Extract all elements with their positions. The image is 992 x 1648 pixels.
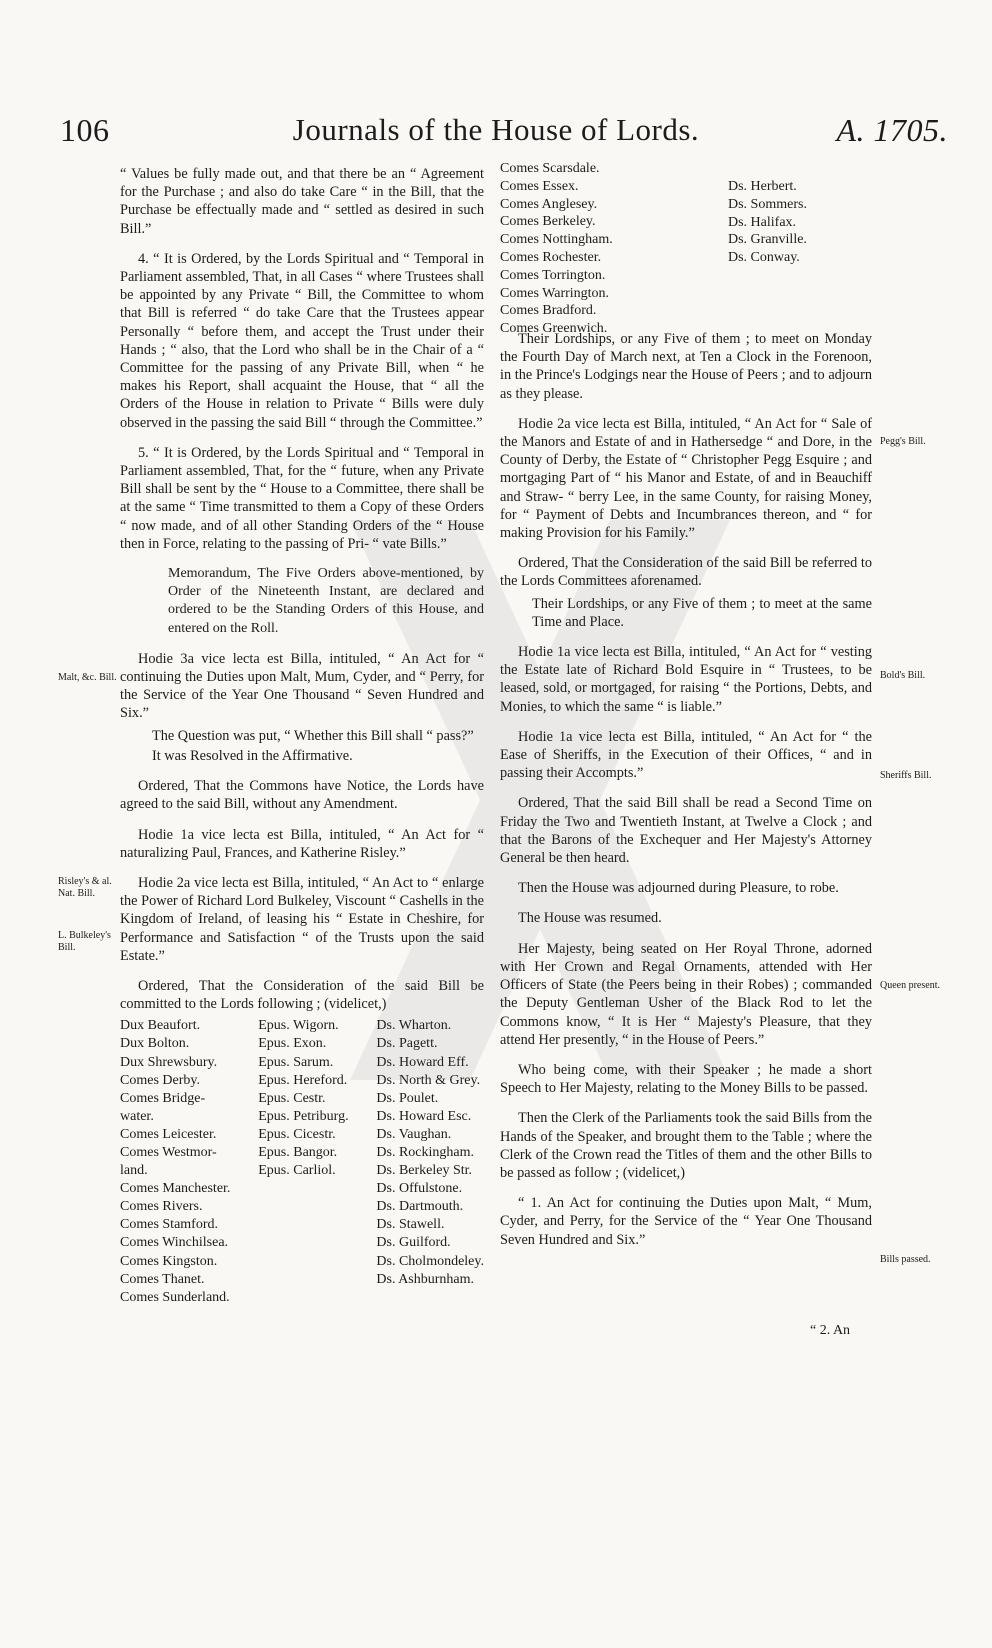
lord-name: Comes Greenwich.: [500, 321, 608, 337]
question-put: The Question was put, “ Whether this Bill shall “ pass?”: [152, 727, 474, 744]
lord-name: Ds. Poulet.: [376, 1090, 439, 1106]
margin-note-bold: Bold's Bill.: [880, 670, 926, 681]
pegg-bill-reading: Hodie 2a vice lecta est Billa, intituled, “ An Act for “ Sale of the Manors and Estate of and in Hathersedge “ and Dore, in the County of Derby, the Estate of “ Christopher Pegg Esquire ; and mortgaging Part of “ his Manor and Estate, of and in Beauchiff and Straw- “ berry Lee, in the same County, for raising Money, for “ Payment of Debts and Incumbrances thereon, and “ for making Provision for his Family.”: [500, 415, 872, 542]
clerk-reads-titles: Then the Clerk of the Parliaments took the said Bills from the Hands of the Speaker, and brought them to the Table ; where the Clerk of the Crown read the Titles of them and the other Bills to be passed as follow ; (videlicet,): [500, 1110, 872, 1181]
margin-note-bills-passed: Bills passed.: [880, 1254, 931, 1265]
lord-name: Epus. Sarum.: [258, 1054, 334, 1070]
lord-name: land.: [120, 1163, 148, 1179]
lords-committee-list: [120, 1017, 484, 1307]
committee-order: Ordered, That the Consideration of the said Bill be committed to the Lords following ; (videlicet,): [120, 977, 484, 1013]
memorandum: Memorandum, The Five Orders above-mentioned, by Order of the Nineteenth Instant, are declared and ordered to be the Standing Orders of this House, and entered on the Roll.: [168, 566, 484, 636]
lord-name: Ds. Rockingham.: [376, 1144, 475, 1160]
lord-name: Comes Warrington.: [500, 285, 610, 301]
lord-name: Comes Westmor-: [120, 1144, 217, 1160]
margin-note-risley: Risley's & al. Nat. Bill.: [58, 876, 112, 899]
bill-passed-malt: “ 1. An Act for continuing the Duties upon Malt, “ Mum, Cyder, and Perry, for the Service of the “ Year One Thousand Seven Hundred and Six.”: [500, 1195, 872, 1248]
lords-list-continued: [500, 160, 880, 337]
left-column: [120, 165, 484, 1307]
lord-name: Ds. Pagett.: [376, 1036, 438, 1052]
lord-name: Epus. Bangor.: [258, 1144, 338, 1160]
paragraph-values: “ Values be fully made out, and that there be an “ Agreement for the Purchase ; and also do take Care “ in the Bill, that the Purchase be effectually made and “ settled as desired in such Bill.”: [120, 166, 484, 237]
lord-name: Ds. Cholmondeley.: [376, 1253, 484, 1269]
lord-name: Comes Scarsdale.: [500, 161, 600, 176]
lord-name: Comes Torrington.: [500, 267, 606, 283]
lord-name: Ds. Vaughan.: [376, 1126, 452, 1142]
lord-name: Ds. Granville.: [728, 232, 807, 248]
resolved-affirmative: It was Resolved in the Affirmative.: [152, 747, 353, 764]
lord-name: Epus. Exon.: [258, 1036, 327, 1052]
lord-name: Ds. Stawell.: [376, 1217, 445, 1233]
lord-name: Ds. Conway.: [728, 250, 800, 266]
margin-note-sheriffs: Sheriffs Bill.: [880, 770, 932, 781]
lord-name: water.: [120, 1108, 154, 1124]
catchword: “ 2. An: [810, 1323, 851, 1338]
lordships-meeting: Their Lordships, or any Five of them ; to meet on Monday the Fourth Day of March next, at Ten a Clock in the Forenoon, in the Prince's Lodgings near the House of Peers ; and to adjourn as they please.: [500, 331, 872, 402]
lord-name: Epus. Petriburg.: [258, 1108, 349, 1124]
lords-list-barons: [376, 1017, 484, 1307]
lords-list-barons-continued: [728, 178, 807, 267]
bold-bill-reading: Hodie 1a vice lecta est Billa, intituled, “ An Act for “ vesting the Estate late of Richard Bold Esquire in “ Trustees, to be leased, sold, or mortgaged, for raising “ the Portions, Debts, and Monies, to which the same “ is liable.”: [500, 644, 872, 715]
lord-name: Dux Beaufort.: [120, 1018, 201, 1034]
lord-name: Ds. Howard Esc.: [376, 1108, 472, 1124]
lord-name: Ds. Offulstone.: [376, 1181, 463, 1197]
lord-name: Dux Shrewsbury.: [120, 1054, 218, 1070]
speaker-speech: Who being come, with their Speaker ; he made a short Speech to Her Majesty, relating to the Money Bills to be passed.: [500, 1061, 872, 1097]
lord-name: Comes Berkeley.: [500, 214, 596, 230]
lord-name: Ds. Howard Eff.: [376, 1054, 469, 1070]
lord-name: Comes Rivers.: [120, 1199, 203, 1215]
lord-name: Ds. Berkeley Str.: [376, 1163, 473, 1179]
lord-name: Comes Sunderland.: [120, 1289, 230, 1305]
lord-name: Epus. Cestr.: [258, 1090, 326, 1106]
standing-order-5: 5. “ It is Ordered, by the Lords Spiritual and “ Temporal in Parliament assembled, That, for the “ future, when any Private Bill shall be sent by the “ House to a Committee, there shall be at the same “ Time transmitted to them a Copy of these Orders “ now made, and of all other Standing Orders of the “ House then in Force, relating to the passing of Pri- “ vate Bills.”: [120, 444, 484, 552]
lord-name: Comes Derby.: [120, 1072, 200, 1088]
lord-name: Epus. Carliol.: [258, 1163, 336, 1179]
standing-order-4: 4. “ It is Ordered, by the Lords Spiritual and “ Temporal in Parliament assembled, That, in all Cases “ where Trustees shall be appointed by any Private “ Bill, the Committee to whom that Bill is referred “ do take Care that the Trustees appear Personally “ before them, and accept the Trust under their Hands ; “ also, that the Lord who shall be in the Chair of a “ Committee for the passing of any Private Bill, when “ he makes his Report, shall acquaint the House, that “ all the Orders of the House in relation to Private “ Bills were duly observed in the passing the said Bill “ through the Committee.”: [120, 250, 484, 431]
house-adjourned: Then the House was adjourned during Pleasure, to robe.: [518, 880, 839, 897]
margin-note-queen: Queen present.: [880, 980, 940, 991]
lord-name: Comes Essex.: [500, 178, 579, 194]
sheriffs-bill-order: Ordered, That the said Bill shall be read a Second Time on Friday the Two and Twentieth Instant, at Twelve a Clock ; and that the Barons of the Exchequer and Her Majesty's Attorney General be then heard.: [500, 795, 872, 867]
lord-name: Epus. Hereford.: [258, 1072, 348, 1088]
lord-name: Epus. Cicestr.: [258, 1126, 336, 1142]
lords-list-earls-continued: [500, 160, 613, 338]
lord-name: Dux Bolton.: [120, 1036, 190, 1052]
margin-note-bulkeley: L. Bulkeley's Bill.: [58, 930, 111, 953]
right-column: [500, 330, 872, 1261]
page-year: A. 1705.: [836, 112, 948, 148]
lord-name: Comes Thanet.: [120, 1271, 205, 1287]
pegg-bill-referral: Ordered, That the Consideration of the said Bill be referred to the Lords Committees aforenamed.: [500, 555, 872, 590]
lord-name: Comes Leicester.: [120, 1126, 217, 1142]
lord-name: Comes Nottingham.: [500, 232, 613, 248]
commons-notice-order: Ordered, That the Commons have Notice, the Lords have agreed to the said Bill, without any Amendment.: [120, 778, 484, 813]
lord-name: Ds. Sommers.: [728, 196, 807, 212]
lord-name: Epus. Wigorn.: [258, 1018, 339, 1034]
lordships-meeting-same-time: Their Lordships, or any Five of them ; to meet at the same Time and Place.: [532, 595, 872, 630]
lord-name: Comes Manchester.: [120, 1181, 231, 1197]
lord-name: Ds. Ashburnham.: [376, 1271, 475, 1287]
lord-name: Comes Stamford.: [120, 1217, 218, 1233]
lords-list-dukes-earls: [120, 1017, 230, 1307]
margin-note-pegg: Pegg's Bill.: [880, 436, 926, 447]
margin-note-malt: Malt, &c. Bill.: [58, 672, 117, 683]
lord-name: Ds. Halifax.: [728, 214, 797, 230]
lord-name: Ds. Wharton.: [376, 1018, 452, 1034]
queen-present: Her Majesty, being seated on Her Royal Throne, adorned with Her Crown and Regal Ornaments, attended with Her Officers of State (the Peers being in their Robes) ; commanded the Deputy Gentleman Usher of the Black Rod to let the Commons know, “ It is Her “ Majesty's Pleasure, that they attend Her presently, “ in the House of Peers.”: [500, 940, 872, 1048]
lord-name: Comes Bridge-: [120, 1090, 206, 1106]
lord-name: Comes Winchilsea.: [120, 1235, 229, 1251]
house-resumed: The House was resumed.: [518, 910, 662, 927]
lord-name: Comes Rochester.: [500, 249, 602, 265]
lord-name: Ds. North & Grey.: [376, 1072, 481, 1088]
bulkeley-bill-reading: Hodie 2a vice lecta est Billa, intituled, “ An Act to “ enlarge the Power of Richard Lord Bulkeley, Viscount “ Cashells in the Kingdom of Ireland, of leasing his “ Estate in Cheshire, for Performance and Satisfaction “ of the Trusts upon the said Estate.”: [120, 874, 484, 964]
lord-name: Ds. Herbert.: [728, 179, 797, 194]
sheriffs-bill-reading: Hodie 1a vice lecta est Billa, intituled, “ An Act for “ the Ease of Sheriffs, in the Execution of their Offices, “ and in passing their Accompts.”: [500, 728, 872, 782]
risley-bill-reading: Hodie 1a vice lecta est Billa, intituled, “ An Act for “ naturalizing Paul, Frances, and Katherine Risley.”: [120, 826, 484, 861]
lord-name: Comes Anglesey.: [500, 196, 598, 212]
lord-name: Ds. Dartmouth.: [376, 1199, 464, 1215]
lord-name: Comes Bradford.: [500, 303, 597, 319]
lords-list-bishops: [258, 1017, 348, 1307]
lord-name: Comes Kingston.: [120, 1253, 218, 1269]
malt-bill-reading: Hodie 3a vice lecta est Billa, intituled, “ An Act for “ continuing the Duties upon Malt, Mum, Cyder, and “ Perry, for the Service of the Year One Thousand “ Seven Hundred and Six.”: [120, 650, 484, 722]
lord-name: Ds. Guilford.: [376, 1235, 451, 1251]
page-number: 106: [60, 112, 110, 148]
page-title: Journals of the House of Lords.: [292, 112, 700, 147]
